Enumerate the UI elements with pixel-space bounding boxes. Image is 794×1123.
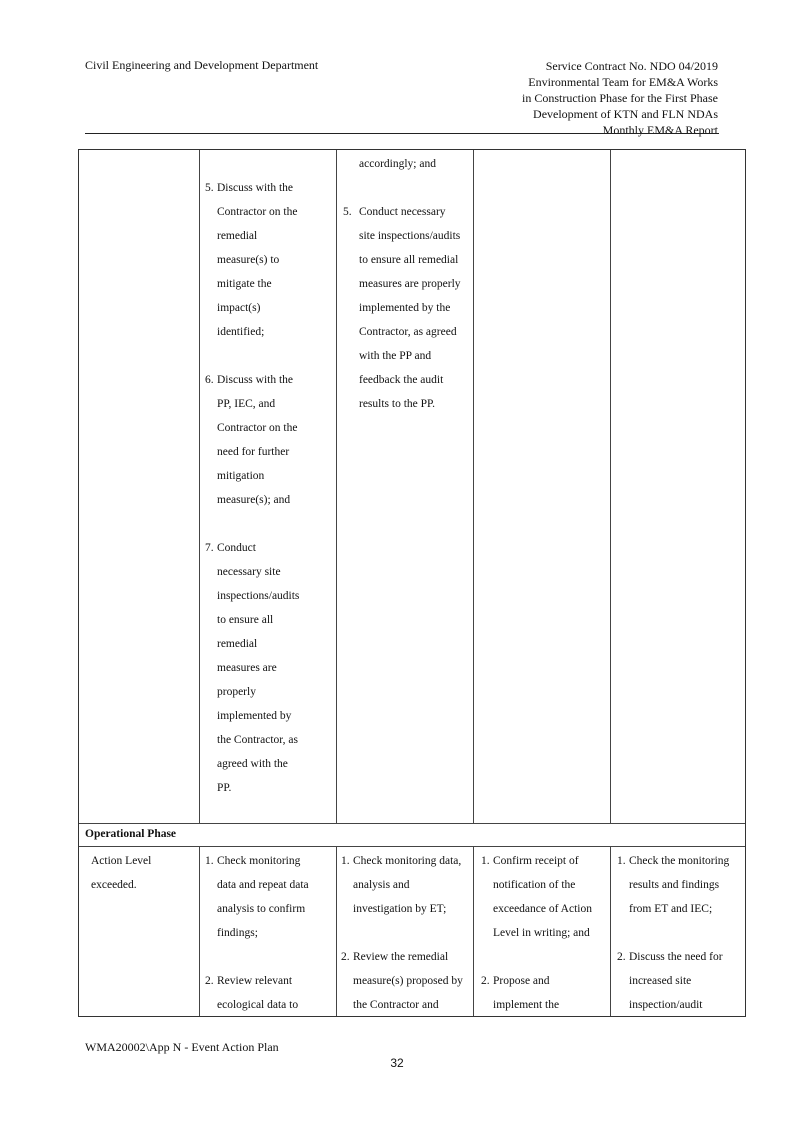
item-line: analysis and (353, 879, 410, 891)
item-line: mitigate the (217, 278, 272, 290)
item-line: site inspections/audits (359, 230, 461, 242)
item-line: measure(s) proposed by (353, 975, 463, 987)
header-line: Development of KTN and FLN NDAs (533, 107, 718, 121)
list-item (205, 536, 333, 800)
list-item (205, 368, 333, 512)
row-divider (79, 823, 745, 824)
item-line: Contractor, as agreed (359, 326, 457, 338)
item-number: 1. (341, 855, 350, 867)
item-line: Check the monitoring (629, 855, 730, 867)
list-item (205, 969, 333, 1017)
item-line: the Contractor and (353, 999, 439, 1011)
row-divider (79, 846, 745, 847)
item-line: measures are properly (359, 278, 461, 290)
item-line: notification of the (493, 879, 576, 891)
item-line: PP, IEC, and (217, 398, 276, 410)
list-item (617, 849, 743, 921)
item-line: Contractor on the (217, 422, 298, 434)
list-item (617, 945, 743, 1017)
item-line: findings; (217, 927, 258, 939)
column-divider (610, 846, 611, 1016)
item-line: analysis to confirm (217, 903, 306, 915)
item-line: Level in writing; and (493, 927, 590, 939)
item-line: with the PP and (359, 350, 432, 362)
cell-col3-op (341, 849, 471, 1017)
column-divider (336, 150, 337, 823)
item-line: Propose and (493, 975, 550, 987)
header-line: in Construction Phase for the First Phase (522, 91, 718, 105)
cell-event (91, 849, 195, 897)
item-line: mitigation (217, 470, 265, 482)
item-line: impact(s) (217, 302, 261, 314)
footer-doc-ref: WMA20002\App N - Event Action Plan (85, 1040, 279, 1054)
item-line: measure(s) to (217, 254, 280, 266)
item-line: to ensure all remedial (359, 254, 459, 266)
item-line: measure(s); and (217, 494, 291, 506)
item-number: 2. (481, 975, 490, 987)
item-line: necessary site (217, 566, 281, 578)
item-number: 1. (617, 855, 626, 867)
list-item (341, 849, 471, 921)
item-line: feedback the audit (359, 374, 444, 386)
item-number: 2. (205, 975, 214, 987)
item-line: Check monitoring data, (353, 855, 462, 867)
item-line: Conduct necessary (359, 206, 446, 218)
continued-text: accordingly; and (359, 158, 436, 170)
header-rule (85, 133, 719, 134)
section-label-operational-phase: Operational Phase (85, 828, 177, 840)
item-number: 5. (343, 206, 352, 218)
item-line: measures are (217, 662, 277, 674)
item-line: inspection/audit (629, 999, 703, 1011)
header-line: Monthly EM&A Report (602, 123, 718, 137)
item-line: implemented by (217, 710, 292, 722)
column-divider (473, 150, 474, 823)
event-line: exceeded. (91, 879, 137, 891)
cell-col2-op (205, 849, 333, 1017)
column-divider (199, 846, 200, 1016)
event-line: Action Level (91, 855, 152, 867)
item-line: Review relevant (217, 975, 293, 987)
item-line: inspections/audits (217, 590, 300, 602)
item-line: Discuss the need for (629, 951, 723, 963)
item-line: Contractor on the (217, 206, 298, 218)
item-number: 1. (205, 855, 214, 867)
item-number: 2. (341, 951, 350, 963)
event-action-table (78, 149, 746, 1017)
list-item (481, 849, 609, 945)
item-number: 5. (205, 182, 214, 194)
item-line: Conduct (217, 542, 256, 554)
item-line: Discuss with the (217, 182, 294, 194)
item-number: 1. (481, 855, 490, 867)
header-department: Civil Engineering and Development Department (85, 58, 319, 72)
item-line: agreed with the (217, 758, 288, 770)
header-line: Environmental Team for EM&A Works (528, 75, 718, 89)
item-line: PP. (217, 782, 232, 794)
item-line: investigation by ET; (353, 903, 447, 915)
item-line: remedial (217, 638, 258, 650)
column-divider (610, 150, 611, 823)
item-line: Review the remedial (353, 951, 449, 963)
cell-col3-top (343, 152, 471, 416)
item-line: from ET and IEC; (629, 903, 713, 915)
item-line: increased site (629, 975, 692, 987)
item-line: properly (217, 686, 256, 698)
list-item (341, 945, 471, 1017)
item-line: the Contractor, as (217, 734, 298, 746)
item-line: implement the (493, 999, 560, 1011)
cell-col5-op (617, 849, 743, 1017)
item-line: results and findings (629, 879, 720, 891)
list-item (205, 849, 333, 945)
list-item (481, 969, 609, 1017)
item-line: Discuss with the (217, 374, 294, 386)
header-contract-info (388, 58, 718, 138)
cell-col4-op (481, 849, 609, 1017)
item-line: identified; (217, 326, 265, 338)
cell-col2-top (205, 176, 333, 800)
item-line: exceedance of Action (493, 903, 592, 915)
list-item (343, 200, 471, 416)
item-line: data and repeat data (217, 879, 309, 891)
column-divider (473, 846, 474, 1016)
item-line: results to the PP. (359, 398, 436, 410)
item-line: implemented by the (359, 302, 451, 314)
item-line: remedial (217, 230, 258, 242)
column-divider (199, 150, 200, 823)
page-number: 32 (390, 1056, 404, 1070)
item-number: 7. (205, 542, 214, 554)
item-number: 2. (617, 951, 626, 963)
item-number: 6. (205, 374, 214, 386)
item-line: need for further (217, 446, 290, 458)
column-divider (336, 846, 337, 1016)
header-line: Service Contract No. NDO 04/2019 (545, 59, 718, 73)
item-line: Confirm receipt of (493, 855, 579, 867)
item-line: ecological data to (217, 999, 299, 1011)
list-item (205, 176, 333, 344)
item-line: to ensure all (217, 614, 274, 626)
item-line: Check monitoring (217, 855, 301, 867)
